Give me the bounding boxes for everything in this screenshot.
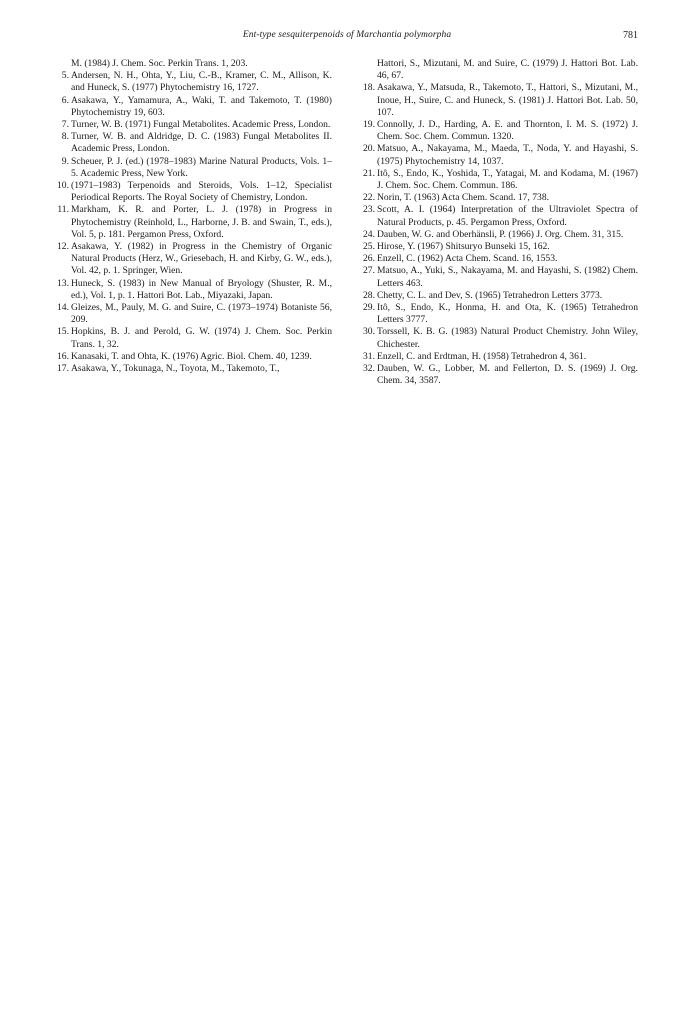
reference-text: Andersen, N. H., Ohta, Y., Liu, C.-B., Kramer, C. M., Allison, K. and Huneck, S. (1977) Phytochemistry 16, 1727. (71, 70, 332, 94)
reference-entry (362, 326, 638, 350)
reference-text: Itô, S., Endo, K., Honma, H. and Ota, K. (1965) Tetrahedron Letters 3777. (377, 302, 638, 326)
reference-text: Chetty, C. L. and Dev, S. (1965) Tetrahedron Letters 3773. (377, 289, 603, 301)
reference-entry (56, 156, 332, 180)
reference-text: Markham, K. R. and Porter, L. J. (1978) in Progress in Phytochemistry (Reinhold, L., Harborne, J. B. and Swain, T., eds.), Vol. 5, p. 181. Pergamon Press, Oxford. (71, 204, 332, 240)
reference-number: 10. (57, 180, 69, 192)
reference-text: Hattori, S., Mizutani, M. and Suire, C. (1979) J. Hattori Bot. Lab. 46, 67. (377, 58, 638, 82)
reference-entry (362, 253, 638, 265)
reference-text: Asakawa, Y., Tokunaga, N., Toyota, M., Takemoto, T., (71, 363, 280, 375)
reference-number: 16. (57, 350, 69, 362)
references-right-column (362, 58, 638, 387)
reference-entry (362, 265, 638, 289)
reference-entry (362, 229, 638, 241)
reference-number: 30. (363, 326, 375, 338)
reference-entry (56, 302, 332, 326)
reference-entry (56, 131, 332, 155)
reference-number: 26. (363, 253, 375, 265)
reference-number: 28. (363, 289, 375, 301)
reference-entry (56, 351, 332, 363)
reference-entry (56, 70, 332, 94)
reference-entry (56, 241, 332, 278)
reference-text: Matsuo, A., Yuki, S., Nakayama, M. and Hayashi, S. (1982) Chem. Letters 463. (377, 265, 638, 289)
reference-number: 11. (57, 204, 69, 216)
reference-entry (362, 204, 638, 228)
reference-text: M. (1984) J. Chem. Soc. Perkin Trans. 1, 203. (71, 58, 248, 69)
reference-entry (56, 119, 332, 131)
reference-text: Asakawa, Y., Matsuda, R., Takemoto, T., Hattori, S., Mizutani, M., Inoue, H., Suire, C. and Huneck, S. (1981) J. Hattori Bot. Lab. 50, 107. (377, 82, 638, 118)
reference-text: Scott, A. I. (1964) Interpretation of the Ultraviolet Spectra of Natural Products, p. 45. Pergamon Press, Oxford. (377, 204, 638, 228)
reference-text: Dauben, W. G. and Oberhänsli, P. (1966) J. Org. Chem. 31, 315. (377, 228, 624, 240)
reference-entry (56, 363, 332, 375)
reference-entry (362, 241, 638, 253)
reference-number: 7. (61, 119, 69, 131)
reference-number: 19. (363, 119, 375, 131)
reference-text: Itô, S., Endo, K., Yoshida, T., Yatagai, M. and Kodama, M. (1967) J. Chem. Soc. Chem. Commun. 186. (377, 167, 638, 192)
reference-entry (362, 143, 638, 167)
reference-text: Enzell, C. (1962) Acta Chem. Scand. 16, 1553. (377, 253, 558, 265)
reference-entry (362, 58, 638, 82)
reference-number: 12. (57, 241, 69, 253)
reference-number: 29. (363, 302, 375, 314)
running-title: Ent-type sesquiterpenoids of Marchantia polymorpha (242, 30, 452, 40)
reference-number: 22. (363, 192, 375, 204)
reference-text: Norin, T. (1963) Acta Chem. Scand. 17, 738. (377, 192, 550, 204)
reference-entry (362, 192, 638, 204)
reference-text: Huneck, S. (1983) in New Manual of Bryology (Shuster, R. M., ed.), Vol. 1, p. 1. Hattori Bot. Lab., Miyazaki, Japan. (71, 277, 332, 301)
reference-text: Hopkins, B. J. and Perold, G. W. (1974) J. Chem. Soc. Perkin Trans. 1, 32. (71, 326, 332, 350)
reference-number: 6. (61, 94, 69, 106)
reference-text: Torssell, K. B. G. (1983) Natural Product Chemistry. John Wiley, Chichester. (377, 326, 638, 350)
reference-entry (362, 363, 638, 387)
reference-text: Dauben, W. G., Lobber, M. and Fellerton, D. S. (1969) J. Org. Chem. 34, 3587. (377, 363, 638, 387)
reference-entry (362, 119, 638, 143)
page-number: 781 (623, 30, 638, 41)
reference-number: 20. (363, 143, 375, 155)
reference-entry (362, 351, 638, 363)
reference-text: Scheuer, P. J. (ed.) (1978–1983) Marine Natural Products, Vols. 1–5. Academic Press, New York. (71, 155, 332, 179)
reference-text: Kanasaki, T. and Ohta, K. (1976) Agric. Biol. Chem. 40, 1239. (71, 350, 312, 362)
reference-entry (56, 180, 332, 204)
reference-number: 13. (57, 277, 69, 289)
reference-entry (362, 82, 638, 119)
running-head (56, 30, 638, 44)
reference-entry (362, 168, 638, 192)
reference-text: (1971–1983) Terpenoids and Steroids, Vols. 1–12, Specialist Periodical Reports. The Royal Society of Chemistry, London. (71, 180, 332, 204)
reference-number: 18. (363, 82, 375, 94)
reference-text: Matsuo, A., Nakayama, M., Maeda, T., Noda, Y. and Hayashi, S. (1975) Phytochemistry 14, 1037. (377, 143, 638, 167)
reference-text: Turner, W. B. and Aldridge, D. C. (1983) Fungal Metabolites II. Academic Press, London. (71, 131, 332, 155)
reference-entry (56, 326, 332, 350)
reference-number: 21. (363, 167, 375, 179)
reference-entry (362, 290, 638, 302)
reference-number: 8. (61, 131, 69, 143)
reference-entry (56, 204, 332, 241)
reference-number: 14. (57, 302, 69, 314)
reference-number: 24. (363, 228, 375, 240)
reference-number: 25. (363, 241, 375, 253)
reference-number: 23. (363, 204, 375, 216)
reference-text: Enzell, C. and Erdtman, H. (1958) Tetrahedron 4, 361. (377, 350, 587, 362)
references-left-column (56, 58, 332, 375)
reference-text: Turner, W. B. (1971) Fungal Metabolites. Academic Press, London. (71, 119, 331, 131)
reference-number: 9. (61, 155, 69, 167)
reference-entry (56, 278, 332, 302)
reference-text: Asakawa, Y., Yamamura, A., Waki, T. and Takemoto, T. (1980) Phytochemistry 19, 603. (71, 94, 332, 118)
reference-number: 17. (57, 363, 69, 375)
reference-text: Hirose, Y. (1967) Shitsuryo Bunseki 15, 162. (377, 241, 550, 253)
reference-entry (362, 302, 638, 326)
reference-number: 15. (57, 326, 69, 338)
reference-entry (56, 95, 332, 119)
reference-number: 27. (363, 265, 375, 277)
reference-entry (56, 58, 332, 70)
reference-number: 5. (61, 70, 69, 82)
reference-number: 32. (363, 363, 375, 375)
reference-number: 31. (363, 350, 375, 362)
reference-text: Connolly, J. D., Harding, A. E. and Thornton, I. M. S. (1972) J. Chem. Soc. Chem. Commun. 1320. (377, 119, 638, 143)
reference-text: Asakawa, Y. (1982) in Progress in the Chemistry of Organic Natural Products (Herz, W., Griesebach, H. and Kirby, G. W., eds.), Vol. 42, p. 1. Springer, Wien. (71, 241, 332, 277)
reference-text: Gleizes, M., Pauly, M. G. and Suire, C. (1973–1974) Botaniste 56, 209. (71, 302, 332, 326)
